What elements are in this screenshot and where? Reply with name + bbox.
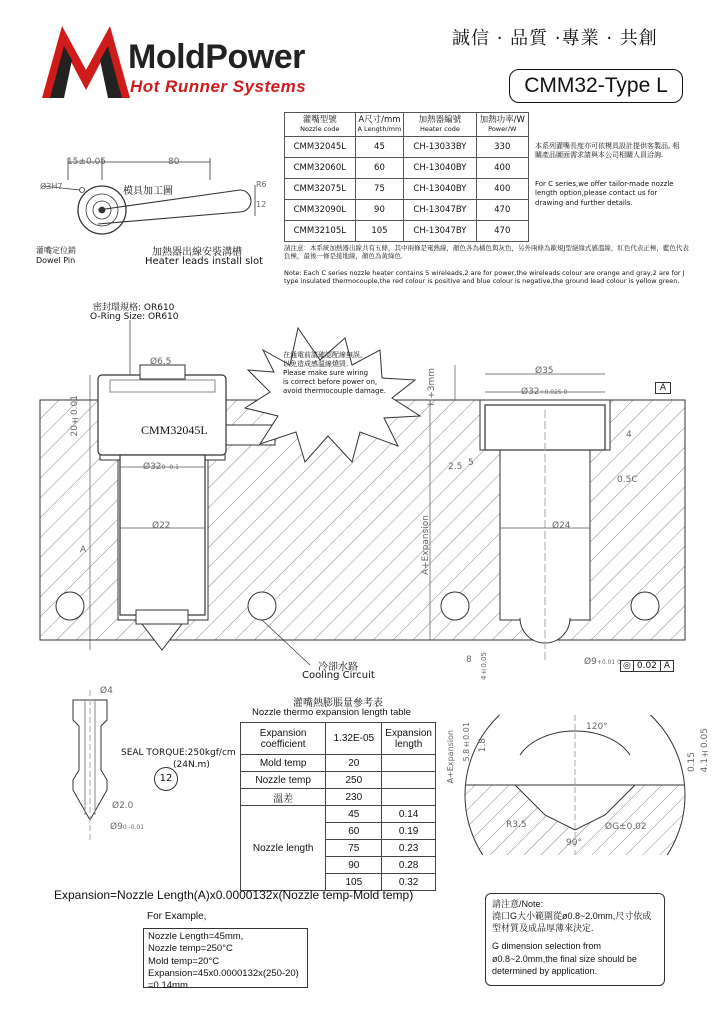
hex-size: 12 — [154, 767, 178, 791]
cooling-zh: 冷卻水路 — [318, 662, 358, 673]
tip-drawing — [55, 690, 125, 840]
dim-d32: Ø320 -0.1 — [143, 462, 179, 472]
example-box: Nozzle Length=45mm, Nozzle temp=250°C Mold temp=20°C Expansion=45x0.0000132x(250-20) =0.14mm — [143, 928, 308, 988]
seal-torque: SEAL TORQUE:250kgf/cm — [121, 748, 236, 758]
table-row: 75 0.23 — [241, 840, 436, 857]
brand-name: MoldPower — [128, 38, 305, 76]
gate-detail-drawing — [460, 715, 710, 855]
expansion-formula: Expansion=Nozzle Length(A)x0.0000132x(Nozzle temp-Mold temp) — [54, 888, 414, 902]
dim-h3: H+3mm — [427, 368, 437, 406]
example-heading: For Example, — [147, 911, 207, 922]
dim-chamfer: 0.5C — [617, 475, 638, 485]
tip-d9: Ø90 -0.01 — [110, 822, 145, 832]
gate-size-note: 請注意/Note: 澆口G大小範圍從ø0.8~2.0mm,尺寸依成型材質及成品厚薄來決定. G dimension selection from ø0.8~2.0mm,the final size should be determined by application. — [485, 893, 665, 986]
table-row: CMM32060L 60 CH-13040BY 400 — [285, 158, 529, 179]
table-row: 90 0.28 — [241, 857, 436, 874]
table-row: Nozzle length 45 0.14 — [241, 806, 436, 823]
oring-en: O-Ring Size: OR610 — [90, 312, 179, 322]
dim-d3h7: Ø3H7 — [40, 182, 63, 191]
gate-angle-120: 120° — [586, 722, 608, 732]
gate-dim-1-8: 1.8 — [478, 738, 488, 753]
oring-zh: 密封環規格: OR610 — [93, 303, 175, 313]
table-row: CMM32045L 45 CH-13033BY 330 — [285, 137, 529, 158]
table-row: CMM32075L 75 CH-13040BY 400 — [285, 179, 529, 200]
dim-d35: Ø35 — [535, 366, 554, 376]
gate-a-expansion: A+Expansion — [446, 730, 455, 784]
spec-header-length: A尺寸/mm A Length/mm — [355, 113, 404, 137]
dim-80: 80 — [168, 157, 180, 167]
gate-dim-5-8: 5.8±0.01 — [462, 722, 471, 762]
gate-r3-5: R3.5 — [506, 820, 527, 830]
wire-note-zh: 請注意：本系統加熱器出線共有五條，其中兩條是電熱線，顏色各為橘色與灰色，另外兩條為歐規J型絕緣式感溫線，紅色代表正極，藍色代表負極，最後一條是接地線，顏色為黃綠色. — [284, 244, 689, 261]
datum-a-box: A — [655, 382, 671, 394]
spec-header-power: 加熱功率/W Power/W — [476, 113, 528, 137]
slot-zh: 加熱器出線安裝溝槽 — [152, 247, 242, 258]
tip-d2: Ø2.0 — [112, 801, 134, 811]
table-row: 60 0.19 — [241, 823, 436, 840]
seal-torque-nm: (24N.m) — [173, 760, 210, 770]
dim-d9: Ø9+0.01 0 — [584, 657, 621, 667]
gate-dg: ØG±0.02 — [605, 822, 647, 832]
cooling-en: Cooling Circuit — [302, 670, 375, 681]
nozzle-brand-label: CMM32045L — [141, 423, 208, 437]
slogan: 誠信 · 品質 ·專業 · 共創 — [452, 28, 658, 49]
spec-header-heater: 加熱器編號 Heater code — [404, 113, 476, 137]
dim-12: 12 — [256, 200, 267, 209]
slot-en: Heater leads install slot — [145, 256, 264, 267]
dim-4: 4 — [626, 430, 632, 440]
dim-15: 15±0.05 — [67, 157, 107, 167]
expansion-title-en: Nozzle thermo expansion length table — [252, 707, 411, 718]
dim-2-5: 2.5 — [448, 462, 463, 472]
expansion-table: Expansion coefficient 1.32E-05 Expansion length Mold temp 20 Nozzle temp 250 溫差 230 Nozzle length 45 0.14 60 0.19 75 0.23 90 0.28 105 0.32 — [240, 722, 436, 891]
dim-d24: Ø24 — [552, 521, 571, 531]
dim-d32-bore: Ø32+0.025 0 — [521, 387, 568, 397]
table-row: CMM32105L 105 CH-13047BY 470 — [285, 221, 529, 242]
gate-dim-0-15: 0.15 — [687, 752, 697, 773]
brand-tagline: Hot Runner Systems — [130, 77, 307, 96]
dowel-zh: 灌嘴定位銷 — [36, 246, 76, 255]
gate-dim-4-1: 4.1±0.05 — [700, 728, 710, 773]
spec-header-code: 灌嘴型號 Nozzle code — [285, 113, 356, 137]
warning-text: 在通電前請確認配線無誤, 以免造成感溫線燒毀. Please make sure wiring is correct before power on, avoid thermocouple damage. — [283, 351, 386, 396]
dim-5: 5 — [468, 458, 474, 468]
wire-note-en: Note: Each C series nozzle heater contains 5 wireleads,2 are for power,the wireleads colour are orange and gray,2 are for J type insulated thermocouple,the red colour is positive and blue colour is negative,the ground lead colour is yellow green. — [284, 269, 685, 286]
dowel-en: Dowel Pin — [36, 256, 76, 265]
table-row: CMM32090L 90 CH-13047BY 470 — [285, 200, 529, 221]
table-row: 105 0.32 — [241, 874, 436, 891]
logo-mark — [40, 20, 132, 100]
dim-a-expansion: A+Expansion — [421, 515, 431, 576]
dim-8: 8 — [466, 655, 472, 665]
dim-r6: R6 — [256, 180, 267, 189]
expansion-title-zh: 灌嘴熱膨脹量參考表 — [293, 698, 383, 709]
dim-a: A — [80, 545, 87, 555]
spec-table — [284, 112, 529, 242]
custom-note-zh: 本系列灌嘴長度亦可依模具設計提供客製品, 相關產品圖面需求請與本公司相關人員洽詢. — [535, 142, 680, 160]
dim-d65: Ø6.5 — [150, 357, 172, 367]
model-title: CMM32-Type L — [509, 69, 683, 103]
machining-title: 模具加工圖 — [123, 186, 173, 197]
gate-angle-90: 90° — [566, 838, 582, 848]
dim-4-tol: 4±0.05 — [480, 652, 488, 681]
gdt-frame: ◎ 0.02 A — [620, 660, 674, 672]
dim-d22: Ø22 — [152, 521, 171, 531]
dim-h20: 20±0.01 — [70, 395, 80, 437]
custom-note-en: For C series,we offer tailor-made nozzle length option,please contact us for drawing and further details. — [535, 180, 674, 207]
concentricity-icon: ◎ — [621, 661, 634, 671]
tip-d4: Ø4 — [100, 686, 113, 696]
